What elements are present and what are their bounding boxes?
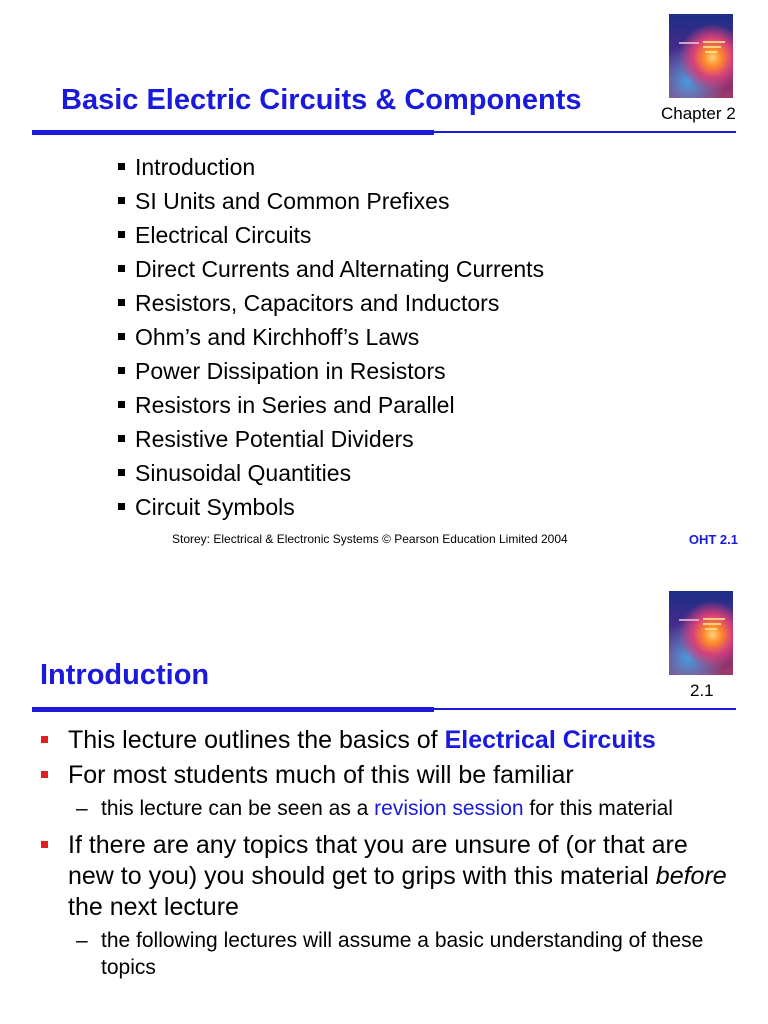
chapter-label: Chapter 2 — [661, 104, 736, 123]
list-item: Circuit Symbols — [118, 490, 544, 524]
bullet-square-icon — [41, 736, 48, 743]
slide-title: Introduction — [40, 659, 210, 691]
emphasis-text: before — [655, 862, 727, 890]
bullet-square-icon — [41, 841, 48, 848]
title-rule-thin — [434, 708, 736, 710]
list-item: This lecture outlines the basics of Electrical Circuits — [38, 725, 738, 756]
bullet-square-icon — [118, 299, 125, 306]
title-rule-thin — [434, 131, 736, 133]
slide-introduction — [0, 585, 768, 1024]
list-item: Resistors in Series and Parallel — [118, 388, 544, 422]
bullet-square-icon — [118, 231, 125, 238]
bullet-square-icon — [118, 469, 125, 476]
dash-marker: – — [76, 929, 88, 952]
bullet-square-icon — [118, 265, 125, 272]
book-cover-image — [669, 14, 733, 98]
section-number: 2.1 — [690, 681, 714, 700]
title-rule-thick — [32, 130, 434, 135]
list-item: Resistors, Capacitors and Inductors — [118, 286, 544, 320]
list-item: SI Units and Common Prefixes — [118, 184, 544, 218]
bullet-square-icon — [118, 435, 125, 442]
topic-list — [118, 150, 544, 524]
title-rule-thick — [32, 707, 434, 712]
sub-list-item: – the following lectures will assume a basic understanding of these topics — [76, 929, 704, 979]
list-item: Direct Currents and Alternating Currents — [118, 252, 544, 286]
list-item: If there are any topics that you are unsure of (or that are new to you) you should get to grips with this material before the next lecture — [38, 830, 738, 923]
highlight-text: Electrical Circuits — [444, 726, 656, 754]
list-item: Ohm’s and Kirchhoff’s Laws — [118, 320, 544, 354]
list-item: Resistive Potential Dividers — [118, 422, 544, 456]
bullet-square-icon — [118, 367, 125, 374]
footer-oht-number: OHT 2.1 — [688, 532, 738, 547]
bullet-square-icon — [118, 401, 125, 408]
bullet-square-icon — [118, 163, 125, 170]
slide-title: Basic Electric Circuits & Components — [61, 84, 582, 116]
bullet-square-icon — [41, 771, 48, 778]
list-item: Sinusoidal Quantities — [118, 456, 544, 490]
bullet-square-icon — [118, 333, 125, 340]
list-item: Electrical Circuits — [118, 218, 544, 252]
bullet-square-icon — [118, 197, 125, 204]
highlight-text: revision session — [374, 797, 524, 820]
sub-list-item: – this lecture can be seen as a revision session for this material — [76, 797, 673, 820]
slide-body — [38, 725, 738, 989]
footer-credit: Storey: Electrical & Electronic Systems © Pearson Education Limited 2004 — [172, 532, 568, 546]
book-cover-image — [669, 591, 733, 675]
list-item: Power Dissipation in Resistors — [118, 354, 544, 388]
list-item: For most students much of this will be familiar — [38, 760, 738, 791]
bullet-square-icon — [118, 503, 125, 510]
list-item: Introduction — [118, 150, 544, 184]
dash-marker: – — [76, 797, 88, 820]
